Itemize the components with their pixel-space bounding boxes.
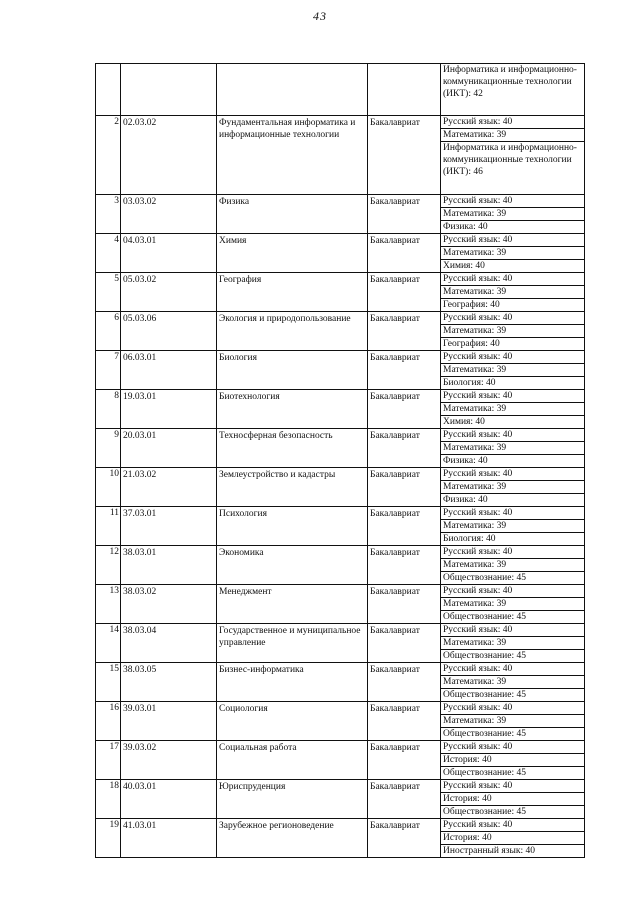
table-row [96, 195, 585, 234]
exam-requirement: Русский язык: 40 [441, 390, 584, 403]
exam-requirement: Обществознание: 45 [443, 768, 526, 778]
row-number: 6 [96, 312, 121, 351]
row-number: 15 [96, 663, 121, 702]
table-row [96, 273, 585, 312]
exam-requirement: Обществознание: 45 [443, 573, 526, 583]
program-code [121, 64, 217, 116]
degree-level: Бакалавриат [368, 234, 441, 273]
exam-requirement: Математика: 39 [441, 325, 584, 338]
exam-requirement: Математика: 39 [441, 715, 584, 728]
program-name: Биология [217, 351, 368, 390]
degree-level: Бакалавриат [368, 468, 441, 507]
program-code: 37.03.01 [121, 507, 217, 546]
exam-requirement: Физика: 40 [443, 456, 488, 466]
exam-requirement: Русский язык: 40 [441, 702, 584, 715]
degree-level: Бакалавриат [368, 663, 441, 702]
exam-requirement: Обществознание: 45 [443, 807, 526, 817]
exam-list [441, 741, 585, 780]
table-row [96, 116, 585, 195]
admission-table [95, 63, 585, 858]
degree-level: Бакалавриат [368, 195, 441, 234]
row-number: 18 [96, 780, 121, 819]
row-number: 17 [96, 741, 121, 780]
program-code: 39.03.01 [121, 702, 217, 741]
exam-requirement: Русский язык: 40 [441, 351, 584, 364]
program-code: 41.03.01 [121, 819, 217, 858]
program-name: Бизнес-информатика [217, 663, 368, 702]
exam-requirement: Русский язык: 40 [441, 741, 584, 754]
table-row [96, 546, 585, 585]
program-name: Социология [217, 702, 368, 741]
program-code: 06.03.01 [121, 351, 217, 390]
program-code: 40.03.01 [121, 780, 217, 819]
exam-requirement: История: 40 [441, 793, 584, 806]
exam-requirement: Физика: 40 [443, 222, 488, 232]
exam-requirement: Иностранный язык: 40 [443, 846, 536, 856]
program-name: Землеустройство и кадастры [217, 468, 368, 507]
exam-requirement: Математика: 39 [441, 481, 584, 494]
degree-level: Бакалавриат [368, 273, 441, 312]
program-code: 02.03.02 [121, 116, 217, 195]
page-number: 43 [313, 9, 327, 23]
table-row [96, 585, 585, 624]
exam-requirement: Математика: 39 [441, 364, 584, 377]
degree-level: Бакалавриат [368, 702, 441, 741]
table-row [96, 741, 585, 780]
degree-level: Бакалавриат [368, 429, 441, 468]
table-row [96, 468, 585, 507]
program-name: Зарубежное регионоведение [217, 819, 368, 858]
table-row [96, 390, 585, 429]
degree-level: Бакалавриат [368, 312, 441, 351]
table-row [96, 780, 585, 819]
exam-list [441, 546, 585, 585]
exam-requirement: География: 40 [443, 339, 500, 349]
program-name: Экономика [217, 546, 368, 585]
degree-level: Бакалавриат [368, 741, 441, 780]
table-row [96, 624, 585, 663]
program-name: Фундаментальная информатика и информационные технологии [217, 116, 368, 195]
row-number: 14 [96, 624, 121, 663]
degree-level: Бакалавриат [368, 585, 441, 624]
table-row [96, 351, 585, 390]
exam-requirement: Русский язык: 40 [441, 780, 584, 793]
degree-level: Бакалавриат [368, 780, 441, 819]
exam-list [441, 351, 585, 390]
degree-level: Бакалавриат [368, 351, 441, 390]
program-name: Юриспруденция [217, 780, 368, 819]
degree-level: Бакалавриат [368, 390, 441, 429]
exam-list [441, 507, 585, 546]
program-name [217, 64, 368, 116]
exam-requirement: Русский язык: 40 [441, 819, 584, 832]
row-number: 7 [96, 351, 121, 390]
exam-requirement: Информатика и информационно-коммуникационные технологии (ИКТ): 42 [443, 65, 577, 99]
exam-requirement: Математика: 39 [441, 559, 584, 572]
exam-list [441, 819, 585, 858]
program-name: Экология и природопользование [217, 312, 368, 351]
exam-requirement: Химия: 40 [443, 261, 485, 271]
exam-requirement: Биология: 40 [443, 534, 496, 544]
exam-requirement: Русский язык: 40 [441, 116, 584, 129]
exam-requirement: Русский язык: 40 [441, 273, 584, 286]
degree-level: Бакалавриат [368, 116, 441, 195]
exam-requirement: История: 40 [441, 832, 584, 845]
row-number: 12 [96, 546, 121, 585]
program-code: 38.03.05 [121, 663, 217, 702]
exam-requirement: Русский язык: 40 [441, 546, 584, 559]
exam-requirement: Математика: 39 [441, 598, 584, 611]
table-row [96, 702, 585, 741]
exam-requirement: Математика: 39 [441, 676, 584, 689]
table-row [96, 64, 585, 116]
program-name: Социальная работа [217, 741, 368, 780]
table-row [96, 234, 585, 273]
table-row [96, 819, 585, 858]
exam-requirement: Обществознание: 45 [443, 612, 526, 622]
exam-requirement: Обществознание: 45 [443, 729, 526, 739]
exam-requirement: Русский язык: 40 [441, 663, 584, 676]
program-name: Менеджмент [217, 585, 368, 624]
program-code: 39.03.02 [121, 741, 217, 780]
row-number: 2 [96, 116, 121, 195]
exam-list [441, 273, 585, 312]
exam-list [441, 468, 585, 507]
row-number: 19 [96, 819, 121, 858]
table-row [96, 507, 585, 546]
exam-requirement: Математика: 39 [441, 286, 584, 299]
exam-list [441, 429, 585, 468]
program-code: 38.03.04 [121, 624, 217, 663]
degree-level [368, 64, 441, 116]
exam-requirement: Математика: 39 [441, 442, 584, 455]
exam-requirement: Русский язык: 40 [441, 468, 584, 481]
exam-list [441, 585, 585, 624]
exam-list [441, 195, 585, 234]
exam-requirement: Математика: 39 [441, 637, 584, 650]
program-name: Психология [217, 507, 368, 546]
exam-requirement: Математика: 39 [441, 520, 584, 533]
row-number: 16 [96, 702, 121, 741]
exam-requirement: Русский язык: 40 [441, 507, 584, 520]
table-body [96, 64, 585, 858]
exam-list [441, 116, 585, 195]
degree-level: Бакалавриат [368, 819, 441, 858]
exam-list [441, 663, 585, 702]
program-code: 03.03.02 [121, 195, 217, 234]
exam-requirement: Математика: 39 [441, 403, 584, 416]
exam-requirement: Русский язык: 40 [441, 234, 584, 247]
table-row [96, 312, 585, 351]
row-number: 9 [96, 429, 121, 468]
degree-level: Бакалавриат [368, 507, 441, 546]
exam-requirement: Русский язык: 40 [441, 624, 584, 637]
exam-requirement: Русский язык: 40 [441, 429, 584, 442]
exam-requirement: Обществознание: 45 [443, 690, 526, 700]
program-code: 04.03.01 [121, 234, 217, 273]
exam-list [441, 312, 585, 351]
degree-level: Бакалавриат [368, 546, 441, 585]
program-code: 05.03.06 [121, 312, 217, 351]
exam-requirement: Русский язык: 40 [441, 312, 584, 325]
exam-requirement: Математика: 39 [441, 129, 584, 142]
program-name: Физика [217, 195, 368, 234]
row-number [96, 64, 121, 116]
exam-requirement: Русский язык: 40 [441, 585, 584, 598]
program-code: 38.03.02 [121, 585, 217, 624]
program-code: 19.03.01 [121, 390, 217, 429]
exam-list [441, 624, 585, 663]
program-code: 38.03.01 [121, 546, 217, 585]
exam-list [441, 234, 585, 273]
program-name: Государственное и муниципальное управление [217, 624, 368, 663]
exam-requirement: История: 40 [441, 754, 584, 767]
program-code: 20.03.01 [121, 429, 217, 468]
program-name: Биотехнология [217, 390, 368, 429]
exam-requirement: Математика: 39 [441, 208, 584, 221]
exam-requirement: Русский язык: 40 [441, 195, 584, 208]
row-number: 13 [96, 585, 121, 624]
program-name: Техносферная безопасность [217, 429, 368, 468]
row-number: 11 [96, 507, 121, 546]
program-name: География [217, 273, 368, 312]
program-code: 05.03.02 [121, 273, 217, 312]
exam-requirement: Обществознание: 45 [443, 651, 526, 661]
program-code: 21.03.02 [121, 468, 217, 507]
row-number: 4 [96, 234, 121, 273]
row-number: 8 [96, 390, 121, 429]
exam-requirement: Физика: 40 [443, 495, 488, 505]
degree-level: Бакалавриат [368, 624, 441, 663]
program-name: Химия [217, 234, 368, 273]
exam-requirement: География: 40 [443, 300, 500, 310]
exam-requirement: Биология: 40 [443, 378, 496, 388]
exam-requirement: Математика: 39 [441, 247, 584, 260]
exam-list [441, 64, 585, 116]
exam-list [441, 780, 585, 819]
exam-requirement: Информатика и информационно-коммуникационные технологии (ИКТ): 46 [443, 143, 577, 177]
table-row [96, 663, 585, 702]
row-number: 10 [96, 468, 121, 507]
table-row [96, 429, 585, 468]
exam-list [441, 390, 585, 429]
exam-requirement: Химия: 40 [443, 417, 485, 427]
row-number: 5 [96, 273, 121, 312]
exam-list [441, 702, 585, 741]
row-number: 3 [96, 195, 121, 234]
